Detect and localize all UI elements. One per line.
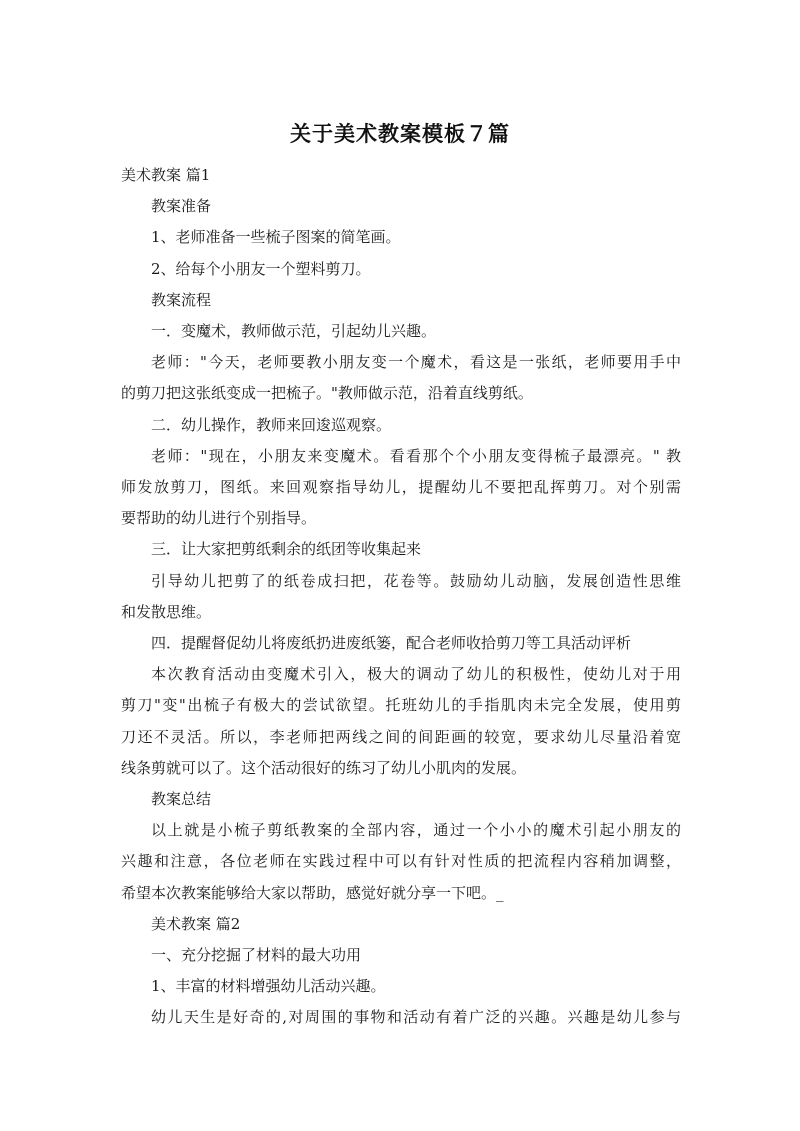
paragraph-line: 的剪刀把这张纸变成一把梳子。"教师做示范，沿着直线剪纸。 [121, 384, 533, 403]
paragraph-line: 教案流程 [151, 290, 212, 309]
paragraph-line: 要帮助的幼儿进行个别指导。 [121, 509, 317, 528]
paragraph-line: 2、给每个小朋友一个塑料剪刀。 [151, 259, 371, 278]
paragraph-line: 幼儿天生是好奇的,对周围的事物和活动有着广泛的兴趣。兴趣是幼儿参与 [151, 1008, 681, 1027]
paragraph-line: 1、丰富的材料增强幼儿活动兴趣。 [151, 977, 386, 996]
paragraph-line: 一．变魔术，教师做示范，引起幼儿兴趣。 [151, 322, 437, 341]
paragraph-line: 本次教育活动由变魔术引入，极大的调动了幼儿的积极性，使幼儿对于用 [151, 665, 681, 684]
paragraph-line: 剪刀"变"出梳子有极大的尝试欲望。托班幼儿的手指肌肉未完全发展，使用剪 [121, 696, 681, 715]
document-body [121, 160, 681, 1034]
paragraph-line: 三．让大家把剪纸剩余的纸团等收集起来 [151, 540, 422, 559]
paragraph-line: 一、充分挖掘了材料的最大功用 [151, 946, 362, 965]
paragraph-line: 引导幼儿把剪了的纸卷成扫把，花卷等。鼓励幼儿动脑，发展创造性思维 [151, 571, 681, 590]
paragraph-line: 二．幼儿操作，教师来回逡巡观察。 [151, 415, 392, 434]
paragraph-line: 线条剪就可以了。这个活动很好的练习了幼儿小肌肉的发展。 [121, 758, 527, 777]
paragraph-line: 兴趣和注意，各位老师在实践过程中可以有针对性质的把流程内容稍加调整， [121, 852, 681, 871]
document-title: 关于美术教案模板７篇 [290, 122, 510, 146]
paragraph-line: 和发散思维。 [121, 602, 212, 621]
paragraph-line: 教案准备 [151, 197, 212, 216]
paragraph-line: 老师："现在，小朋友来变魔术。看看那个个小朋友变得梳子最漂亮。" 教 [151, 446, 681, 465]
paragraph-line: 四．提醒督促幼儿将废纸扔进废纸篓，配合老师收拾剪刀等工具活动评析 [151, 634, 632, 653]
paragraph-line: 教案总结 [151, 790, 212, 809]
paragraph-line: 以上就是小梳子剪纸教案的全部内容，通过一个小小的魔术引起小朋友的 [151, 821, 681, 840]
paragraph-line: 希望本次教案能够给大家以帮助，感觉好就分享一下吧。_ [121, 883, 504, 902]
paragraph-line: 老师："今天，老师要教小朋友变一个魔术，看这是一张纸，老师要用手中 [151, 353, 681, 372]
paragraph-line: 刀还不灵活。所以，李老师把两线之间的间距画的较宽，要求幼儿尽量沿着宽 [121, 727, 681, 746]
paragraph-line: 师发放剪刀，图纸。来回观察指导幼儿，提醒幼儿不要把乱挥剪刀。对个别需 [121, 478, 681, 497]
section-heading: 美术教案 篇1 [121, 166, 211, 184]
section-heading: 美术教案 篇2 [151, 914, 241, 933]
paragraph-line: 1、老师准备一些梳子图案的简笔画。 [151, 228, 401, 247]
